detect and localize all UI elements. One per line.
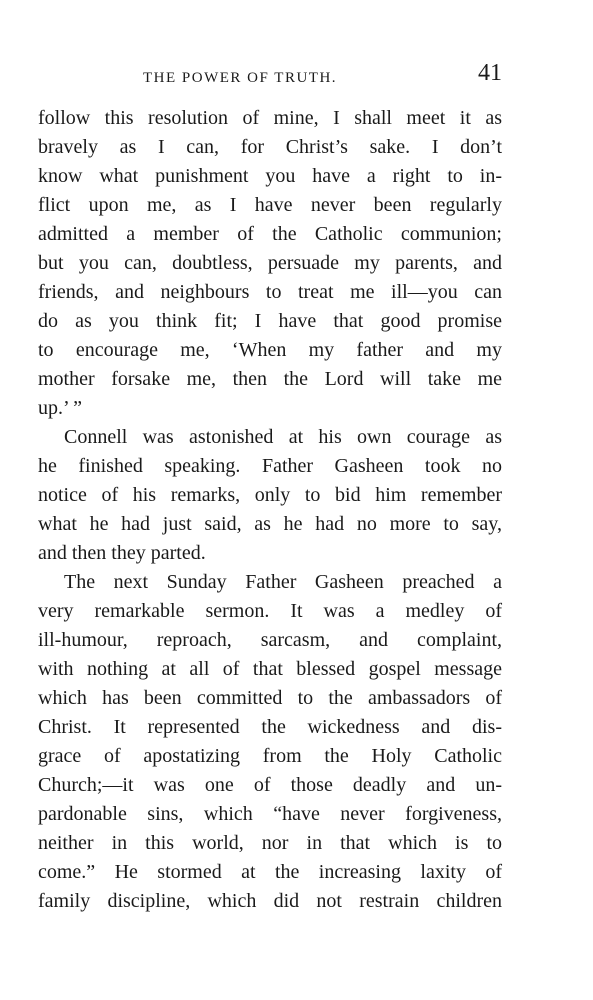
text-line: The next Sunday Father Gasheen preached a — [64, 571, 502, 593]
text-line: but you can, doubtless, persuade my parents, and — [38, 252, 502, 274]
text-line: family discipline, which did not restrain children — [38, 890, 502, 912]
text-line: flict upon me, as I have never been regularly — [38, 194, 502, 216]
text-line: neither in this world, nor in that which is to — [38, 832, 502, 854]
text-line: he finished speaking. Father Gasheen took no — [38, 455, 502, 477]
text-line: Church;—it was one of those deadly and un- — [38, 774, 502, 796]
text-line: come.” He stormed at the increasing laxity of — [38, 861, 502, 883]
text-line: ill-humour, reproach, sarcasm, and complaint, — [38, 629, 502, 651]
text-line: know what punishment you have a right to in- — [38, 165, 502, 187]
text-line: bravely as I can, for Christ’s sake. I don’t — [38, 136, 502, 158]
text-line: Christ. It represented the wickedness and dis- — [38, 716, 502, 738]
text-line: very remarkable sermon. It was a medley of — [38, 600, 502, 622]
text-line: admitted a member of the Catholic communion; — [38, 223, 502, 245]
text-line: up.’ ” — [38, 397, 83, 419]
running-title: THE POWER OF TRUTH. — [143, 70, 338, 86]
text-line: do as you think fit; I have that good promise — [38, 310, 502, 332]
text-line: follow this resolution of mine, I shall meet it as — [38, 107, 502, 129]
text-line: grace of apostatizing from the Holy Catholic — [38, 745, 502, 767]
text-line: pardonable sins, which “have never forgiveness, — [38, 803, 502, 825]
text-line: and then they parted. — [38, 542, 206, 564]
text-line: which has been committed to the ambassadors of — [38, 687, 502, 709]
body-text — [38, 104, 502, 916]
text-line: to encourage me, ‘When my father and my — [38, 339, 502, 361]
text-line: Connell was astonished at his own courage as — [64, 426, 502, 448]
text-line: friends, and neighbours to treat me ill—you can — [38, 281, 502, 303]
text-line: with nothing at all of that blessed gospel message — [38, 658, 502, 680]
page-number: 41 — [478, 60, 502, 86]
text-line: what he had just said, as he had no more to say, — [38, 513, 502, 535]
text-line: notice of his remarks, only to bid him remember — [38, 484, 502, 506]
text-line: mother forsake me, then the Lord will take me — [38, 368, 502, 390]
running-header — [38, 60, 502, 96]
